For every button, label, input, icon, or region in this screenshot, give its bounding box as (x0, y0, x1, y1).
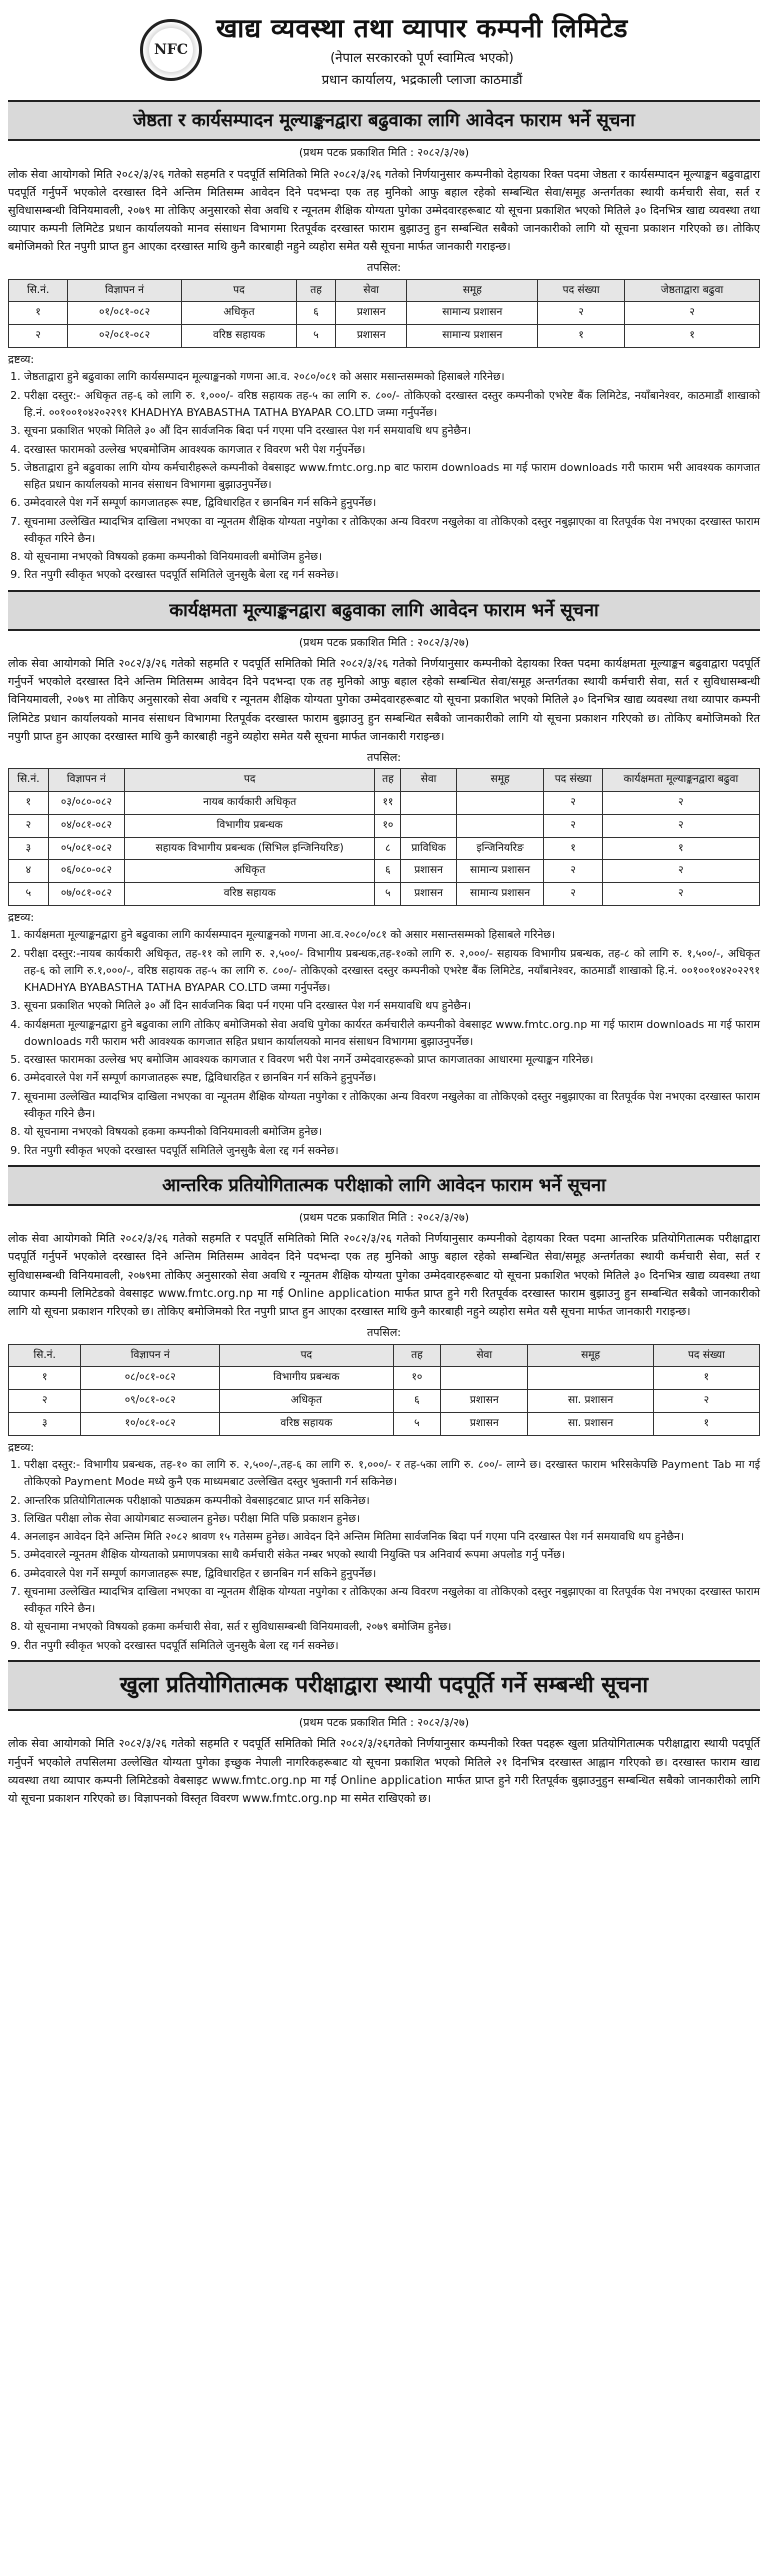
table-row (9, 1367, 760, 1390)
section1-notes-heading: द्रष्टव्य: (8, 352, 35, 366)
table-cell: २ (544, 883, 602, 906)
table-cell: सामान्य प्रशासन (407, 302, 538, 325)
note-item: 6. उम्मेदवारले पेश गर्ने सम्पूर्ण कागजातहरू स्पष्ट, द्विविधारहित र छानबिन गर्न सकिने हुनुपर्नेछ। (24, 494, 760, 511)
section1-title: जेष्ठता र कार्यसम्पादन मूल्याङ्कनद्वारा बढुवाका लागि आवेदन फाराम भर्ने सूचना (8, 100, 760, 141)
note-item: 6. उम्मेदवारले पेश गर्ने सम्पूर्ण कागजातहरू स्पष्ट, द्विविधारहित र छानबिन गर्न सकिने हुनुपर्नेछ। (24, 1069, 760, 1086)
table-cell: १ (9, 792, 49, 815)
table-row (9, 814, 760, 837)
table-cell: २ (9, 814, 49, 837)
table-cell: प्रशासन (441, 1412, 528, 1435)
note-item: 5. उम्मेदवारले न्यूनतम शैक्षिक योग्यताको प्रमाणपत्रका साथै कर्मचारी संकेत नम्बर भएको स्थायी नियुक्ति पत्र अनिवार्य रूपमा अपलोड गर्नु पर्नेछ। (24, 1546, 760, 1563)
table-row (9, 1390, 760, 1413)
table-row (9, 325, 760, 348)
note-item: 4. अनलाइन आवेदन दिने अन्तिम मिति २०८२ श्रावण १५ गतेसम्म हुनेछ। आवेदन दिने अन्तिम मितिमा सार्वजनिक बिदा पर्न गएमा पनि दरखास्त पेश गर्न समयावधि थप हुनेछैन। (24, 1528, 760, 1545)
note-item: 7. सूचनामा उल्लेखित म्यादभित्र दाखिला नभएका वा न्यूनतम शैक्षिक योग्यता नपुगेका र तोकिएका अन्य विवरण नखुलेका वा तोकिएको दस्तुर नबुझाएका वा रितपूर्वक पेश नभएका दरखास्त फाराम स्वीकृत गरिने छैन। (24, 513, 760, 548)
note-item: 8. यो सूचनामा नभएको विषयको हकमा कर्मचारी सेवा, सर्त र सुविधासम्बन्धी विनियमावली, २०७९ बमोजिम हुनेछ। (24, 1618, 760, 1635)
section1-table (8, 279, 760, 348)
col-header: पद (125, 769, 375, 792)
section1-pubdate: (प्रथम पटक प्रकाशित मिति : २०८२/३/२७) (298, 146, 470, 159)
note-item: 9. रीत नपुगी स्वीकृत भएको दरखास्त पदपूर्ति समितिले जुनसुकै बेला रद्द गर्न सक्नेछ। (24, 1637, 760, 1654)
table-row (9, 792, 760, 815)
section3-body: लोक सेवा आयोगको मिति २०८२/३/२६ गतेको सहमति र पदपूर्ति समितिको मिति २०८२/३/२६ गतेको निर्णयानुसार कम्पनीको देहायका रिक्त पदमा आन्तरिक प्रतियोगितात्मक परीक्षाद्वारा पदपूर्ति गर्नुपर्ने भएकोले दरखास्त दिने अन्तिम मितिसम्म आवेदन दिने पदभन्दा एक तह मुनिको आफु बहाल रहेको सम्बन्धित सेवा/समूह अन्तर्गतका स्थायी कर्मचारी सेवा, सर्त र सुविधासम्बन्धी विनियमावली, २०७९मा तोकिए अनुसारको सेवा अवधि र न्यूनतम शैक्षिक योग्यता पुगेका उम्मेदवारहरूबाट यो सूचना प्रकाशित भएको मितिले ३० दिनभित्र खाद्य व्यवस्था तथा व्यापार कम्पनी लिमिटेडको वेबसाइट www.fmtc.org.np मा गई Online application मार्फत प्राप्त हुने गरी रितपूर्वक दरखास्त फाराम बुझाउनु हुन सम्बन्धित सबैको जानकारीको लागि यो सूचना प्रकाशन गरिएको छ। तोकिए बमोजिमको रित नपुगी प्राप्त हुन आएका दरखास्त माथि कुनै कारबाही नहुने व्यहोरा समेत यसै सूचना मार्फत जानकारी गराइन्छ। (8, 1232, 760, 1318)
letterhead-text (216, 10, 628, 90)
note-item: 1. कार्यक्षमता मूल्याङ्कनद्वारा हुने बढुवाका लागि कार्यसम्पादन मूल्याङ्कनको गणना आ.व.२०८०/०८१ को असार मसान्तसम्मको हिसाबले गरिनेछ। (24, 926, 760, 943)
table-cell: ५ (375, 883, 401, 906)
table-cell: २ (538, 302, 625, 325)
table-cell: अधिकृत (125, 860, 375, 883)
table-cell: १ (653, 1412, 759, 1435)
note-item: 4. कार्यक्षमता मूल्याङ्कनद्वारा हुने बढुवाका लागि तोकिए बमोजिमको सेवा अवधि पुगेका कार्यरत कर्मचारीले कम्पनीको वेबसाइट www.fmtc.org.np मा गई फाराम downloads मा गई फाराम downloads गरी फाराम भरी आवश्यक कागजात सहित प्रधान कार्यालयको मानव संसाधन विभागमा बुझाउनुपर्नेछ। (24, 1016, 760, 1051)
section1-body: लोक सेवा आयोगको मिति २०८२/३/२६ गतेको सहमति र पदपूर्ति समितिको मिति २०८२/३/२६ गतेको निर्णयानुसार कम्पनीको देहायका रिक्त पदमा जेष्ठता र कार्यसम्पादन मूल्याङ्कन बढुवाद्वारा पदपूर्ति गर्नुपर्ने भएकोले दरखास्त दिने अन्तिम मितिसम्म आवेदन दिने पदभन्दा एक तह मुनिको आफु बहाल रहेको सम्बन्धित सेवा/समूह अन्तर्गतका स्थायी कर्मचारी सेवा, सर्त र सुविधासम्बन्धी विनियमावली, २०७९ मा तोकिए अनुसारको सेवा अवधि र न्यूनतम शैक्षिक योग्यता पुगेका उम्मेदवारहरूबाट यो सूचना प्रकाशित भएको मितिले ३० दिनभित्र खाद्य व्यवस्था तथा व्यापार कम्पनी लिमिटेड प्रधान कार्यालयको मानव संसाधन विभागमा रितपूर्वक दरखास्त फाराम बुझाउनु हुन सम्बन्धित सबैको जानकारीको लागि यो सूचना प्रकाशन गरिएको छ। तोकिए बमोजिमको रित नपुगी प्राप्त हुन आएका दरखास्त माथि कुनै कारबाही नहुने व्यहोरा समेत यसै सूचना मार्फत जानकारी गराइन्छ। (8, 167, 760, 254)
table-cell: सामान्य प्रशासन (407, 325, 538, 348)
company-name: खाद्य व्यवस्था तथा व्यापार कम्पनी लिमिटेड (216, 14, 628, 44)
section1-table-caption: तपसिल: (367, 261, 401, 275)
table-cell: ३ (9, 837, 49, 860)
section1-notes (8, 368, 760, 583)
section2-table-caption: तपसिल: (367, 750, 401, 764)
section3-table-caption: तपसिल: (367, 1326, 401, 1339)
col-header: पद (220, 1344, 394, 1367)
note-item: 1. परीक्षा दस्तुर:- विभागीय प्रबन्धक, तह-१० का लागि रु. २,५००/-,तह-६ का लागि रु. १,०००/- र तह-५का लागि रु. ८००/- लाग्ने छ। दरखास्त फाराम भरिसकेपछि Payment Tab मा गई तोकिएको Payment Mode मध्ये कुनै एक माध्यमबाट उल्लेखित दस्तुर भुक्तानी गर्न सकिनेछ। (24, 1456, 760, 1491)
table-cell: ५ (297, 325, 336, 348)
col-header: कार्यक्षमता मूल्याङ्कनद्वारा बढुवा (602, 769, 759, 792)
table-row (9, 302, 760, 325)
table-cell: ५ (9, 883, 49, 906)
note-item: 9. रित नपुगी स्वीकृत भएको दरखास्त पदपूर्ति समितिले जुनसुकै बेला रद्द गर्न सक्नेछ। (24, 566, 760, 583)
note-item: 2. आन्तरिक प्रतियोगितात्मक परीक्षाको पाठ्यक्रम कम्पनीको वेबसाइटबाट प्राप्त गर्न सकिनेछ। (24, 1492, 760, 1509)
table-cell: सहायक विभागीय प्रबन्धक (सिभिल इन्जिनियरिङ) (125, 837, 375, 860)
table-cell: ०४/०८१-०८२ (48, 814, 124, 837)
table-cell: ०६/०८०-०८२ (48, 860, 124, 883)
table-cell: १ (602, 837, 759, 860)
col-header: सि.नं. (9, 769, 49, 792)
col-header: समूह (456, 769, 544, 792)
section4-pubdate: (प्रथम पटक प्रकाशित मिति : २०८२/३/२७) (298, 1715, 470, 1729)
table-cell (401, 814, 456, 837)
section2-table (8, 768, 760, 906)
table-cell: १ (538, 325, 625, 348)
table-cell: ६ (375, 860, 401, 883)
col-header: जेष्ठताद्वारा बढुवा (625, 279, 760, 302)
col-header: सेवा (335, 279, 406, 302)
note-item: 5. दरखास्त फारामका उल्लेख भए बमोजिम आवश्यक कागजात र विवरण भरी पेश नगर्ने उम्मेदवारहरूको प्राप्त कागजातका आधारमा मूल्याङ्कन गरिनेछ। (24, 1051, 760, 1068)
table-row (9, 883, 760, 906)
col-header: विज्ञापन नं (48, 769, 124, 792)
table-cell: प्रशासन (335, 325, 406, 348)
table-cell: सामान्य प्रशासन (456, 860, 544, 883)
office-address: प्रधान कार्यालय, भद्रकाली प्लाजा काठमाडौं (321, 72, 523, 88)
table-cell: १०/०८१-०८२ (81, 1412, 220, 1435)
letterhead (8, 4, 760, 94)
col-header: पद संख्या (653, 1344, 759, 1367)
table-row (9, 837, 760, 860)
note-item: 8. यो सूचनामा नभएको विषयको हकमा कम्पनीको विनियमावली बमोजिम हुनेछ। (24, 548, 760, 565)
note-item: 2. परीक्षा दस्तुर:- अधिकृत तह-६ को लागि रु. १,०००/- वरिष्ठ सहायक तह-५ का लागि रु. ८००/- तोकिएको दरखास्त दस्तुर कम्पनीको एभरेष्ट बैंक लिमिटेड, नयाँबानेश्वर, काठमाडौं शाखाको हि.नं. ००१००१०४२०२२९१ KHADHYA BYABASTHA TATHA BYAPAR CO.LTD जम्मा गर्नुपर्नेछ। (24, 387, 760, 422)
section2-pubdate: (प्रथम पटक प्रकाशित मिति : २०८२/३/२७) (298, 635, 470, 649)
table-cell: इन्जिनियरिङ (456, 837, 544, 860)
col-header: तह (297, 279, 336, 302)
table-cell: २ (602, 792, 759, 815)
note-item: 7. सूचनामा उल्लेखित म्यादभित्र दाखिला नभएका वा न्यूनतम शैक्षिक योग्यता नपुगेका र तोकिएका अन्य विवरण नखुलेका वा तोकिएको दस्तुर नबुझाएका वा रितपूर्वक पेश नभएका दरखास्त फाराम स्वीकृत गरिने छैन। (24, 1583, 760, 1618)
section3-table (8, 1344, 760, 1436)
table-cell: १ (653, 1367, 759, 1390)
section2-title: कार्यक्षमता मूल्याङ्कनद्वारा बढुवाका लागि आवेदन फाराम भर्ने सूचना (8, 590, 760, 631)
table-cell: प्रशासन (335, 302, 406, 325)
table-cell: १ (9, 302, 68, 325)
table-cell: सा. प्रशासन (528, 1412, 653, 1435)
note-item: 2. परीक्षा दस्तुर:-नायब कार्यकारी अधिकृत, तह-११ को लागि रु. २,५००/- विभागीय प्रबन्धक,तह-१०को लागि रु. २,०००/- सहायक विभागीय प्रबन्धक, तह-८ को लागि रु. १,५००/-, अधिकृत तह-६ को लागि रु.१,०००/-, वरिष्ठ सहायक तह-५ का लागि रु. ८००/- तोकिएको दरखास्त दस्तुर कम्पनीको एभरेष्ट बैंक लिमिटेड, नयाँबानेश्वर, काठमाडौं शाखाको हि.नं. ००१००१०४२०२२९१ KHADHYA BYABASTHA TATHA BYAPAR CO.LTD जम्मा गर्नुपर्नेछ। (24, 945, 760, 997)
table-row (9, 860, 760, 883)
col-header: विज्ञापन नं (81, 1344, 220, 1367)
table-cell: १ (544, 837, 602, 860)
table-cell: प्राविधिक (401, 837, 456, 860)
table-cell: ०९/०८१-०८२ (81, 1390, 220, 1413)
section2-body: लोक सेवा आयोगको मिति २०८२/३/२६ गतेको सहमति र पदपूर्ति समितिको मिति २०८२/३/२६ गतेको निर्णयानुसार कम्पनीको देहायका रिक्त पदमा कार्यक्षमता मूल्याङ्कन बढुवाद्वारा पदपूर्ति गर्नुपर्ने भएकोले दरखास्त दिने अन्तिम मितिसम्म आवेदन दिने पदभन्दा एक तह मुनिको आफु बहाल रहेको सम्बन्धित सेवा/समूह अन्तर्गतका स्थायी कर्मचारी सेवा, सर्त र सुविधासम्बन्धी विनियमावली, २०७९ मा तोकिए अनुसारको सेवा अवधि र न्यूनतम शैक्षिक योग्यता पुगेका उम्मेदवारहरूबाट यो सूचना प्रकाशित भएको मितिले ३० दिनभित्र खाद्य व्यवस्था तथा व्यापार कम्पनी लिमिटेड प्रधान कार्यालयको मानव संसाधन विभागमा रितपूर्वक दरखास्त फाराम बुझाउनु हुन सम्बन्धित सबैको जानकारीको लागि यो सूचना प्रकाशन गरिएको छ। तोकिए बमोजिमको रित नपुगी प्राप्त हुन आएका दरखास्त माथि कुनै कारबाही नहुने व्यहोरा समेत यसै सूचना मार्फत जानकारी गराइन्छ। (8, 657, 760, 743)
table-cell: विभागीय प्रबन्धक (125, 814, 375, 837)
table-cell: १० (375, 814, 401, 837)
table-cell: ६ (393, 1390, 441, 1413)
table-cell: २ (9, 1390, 81, 1413)
section2-notes (8, 926, 760, 1158)
table-cell: अधिकृत (181, 302, 296, 325)
table-cell (528, 1367, 653, 1390)
table-header-row (9, 1344, 760, 1367)
table-cell: प्रशासन (441, 1390, 528, 1413)
col-header: सेवा (401, 769, 456, 792)
table-row (9, 1412, 760, 1435)
note-item: 3. सूचना प्रकाशित भएको मितिले ३० औं दिन सार्वजनिक बिदा पर्न गएमा पनि दरखास्त पेश गर्न समयावधि थप हुनेछैन। (24, 997, 760, 1014)
section4-body: लोक सेवा आयोगको मिति २०८२/३/२६ गतेको सहमति र पदपूर्ति समितिको मिति २०८२/३/२६गतेको निर्णयानुसार कम्पनीको रिक्त पदहरू खुला प्रतियोगितात्मक परीक्षाद्वारा स्थायी पदपूर्ति गर्नुपर्ने भएकोले तपसिलमा उल्लेखित योग्यता पुगेका इच्छुक नेपाली नागरिकहरूबाट यो सूचना प्रकाशित भएको मितिले २१ दिनभित्र दरखास्त आह्वान गरिएको छ। दरखास्त फाराम खाद्य व्यवस्था तथा व्यापार कम्पनी लिमिटेडको वेबसाइट www.fmtc.org.np मा गई Online application मार्फत प्राप्त हुने गरी रितपूर्वक बुझाउनुहुन सम्बन्धित सबैको जानकारीको लागि यो सूचना प्रकाशन गरिएको छ। विज्ञापनको विस्तृत विवरण www.fmtc.org.np मा समेत राखिएको छ। (8, 1737, 760, 1805)
table-cell (456, 792, 544, 815)
col-header: सि.नं. (9, 1344, 81, 1367)
section2-notes-heading: द्रष्टव्य: (8, 910, 35, 924)
col-header: पद संख्या (544, 769, 602, 792)
section3-pubdate: (प्रथम पटक प्रकाशित मिति : २०८२/३/२७) (298, 1210, 470, 1224)
table-cell: १० (393, 1367, 441, 1390)
note-item: 3. लिखित परीक्षा लोक सेवा आयोगबाट सञ्चालन हुनेछ। परीक्षा मिति पछि प्रकाशन हुनेछ। (24, 1510, 760, 1527)
section3-notes (8, 1456, 760, 1654)
table-cell: ०५/०८१-०८२ (48, 837, 124, 860)
table-cell: ३ (9, 1412, 81, 1435)
table-cell (456, 814, 544, 837)
col-header: पद संख्या (538, 279, 625, 302)
table-cell (441, 1367, 528, 1390)
table-cell: सामान्य प्रशासन (456, 883, 544, 906)
table-cell: ०७/०८१-०८२ (48, 883, 124, 906)
table-header-row (9, 279, 760, 302)
section4-title: खुला प्रतियोगितात्मक परीक्षाद्वारा स्थायी पदपूर्ति गर्ने सम्बन्धी सूचना (8, 1660, 760, 1711)
col-header: तह (375, 769, 401, 792)
note-item: 4. दरखास्त फारामको उल्लेख भएबमोजिम आवश्यक कागजात र विवरण भरी पेश गर्नुपर्नेछ। (24, 441, 760, 458)
section3-notes-heading: द्रष्टव्य: (8, 1440, 35, 1454)
table-cell: ६ (297, 302, 336, 325)
note-item: 8. यो सूचनामा नभएको विषयको हकमा कम्पनीको विनियमावली बमोजिम हुनेछ। (24, 1123, 760, 1140)
note-item: 9. रित नपुगी स्वीकृत भएको दरखास्त पदपूर्ति समितिले जुनसुकै बेला रद्द गर्न सक्नेछ। (24, 1142, 760, 1159)
table-cell: प्रशासन (401, 860, 456, 883)
table-cell: प्रशासन (401, 883, 456, 906)
table-cell: २ (653, 1390, 759, 1413)
table-cell: ११ (375, 792, 401, 815)
col-header: तह (393, 1344, 441, 1367)
note-item: 6. उम्मेदवारले पेश गर्ने सम्पूर्ण कागजातहरू स्पष्ट, द्विविधारहित र छानबिन गर्न सकिने हुनुपर्नेछ। (24, 1565, 760, 1582)
col-header: समूह (528, 1344, 653, 1367)
note-item: 1. जेष्ठताद्वारा हुने बढुवाका लागि कार्यसम्पादन मूल्याङ्कनको गणना आ.व. २०८०/०८१ को असार मसान्तसम्मको हिसाबले गरिनेछ। (24, 368, 760, 385)
table-cell: ०१/०८१-०८२ (68, 302, 182, 325)
note-item: 7. सूचनामा उल्लेखित म्यादभित्र दाखिला नभएका वा न्यूनतम शैक्षिक योग्यता नपुगेका र तोकिएका अन्य विवरण नखुलेका वा तोकिएको दस्तुर नबुझाएका वा रितपूर्वक पेश नभएका दरखास्त फाराम स्वीकृत गरिने छैन। (24, 1088, 760, 1123)
table-cell: ८ (375, 837, 401, 860)
section3-title: आन्तरिक प्रतियोगितात्मक परीक्षाको लागि आवेदन फाराम भर्ने सूचना (8, 1165, 760, 1206)
table-cell: २ (544, 814, 602, 837)
table-cell: २ (544, 792, 602, 815)
note-item: 3. सूचना प्रकाशित भएको मितिले ३० औं दिन सार्वजनिक बिदा पर्न गएमा पनि दरखास्त पेश गर्न समयावधि थप हुनेछैन। (24, 422, 760, 439)
table-cell: २ (544, 860, 602, 883)
col-header: सेवा (441, 1344, 528, 1367)
table-cell: सा. प्रशासन (528, 1390, 653, 1413)
col-header: सि.नं. (9, 279, 68, 302)
table-cell: ०३/०८०-०८२ (48, 792, 124, 815)
table-cell: अधिकृत (220, 1390, 394, 1413)
col-header: पद (181, 279, 296, 302)
table-cell: नायब कार्यकारी अधिकृत (125, 792, 375, 815)
note-item: 5. जेष्ठताद्वारा हुने बढुवाका लागि योग्य कर्मचारीहरूले कम्पनीको वेबसाइट www.fmtc.org.np बाट फाराम downloads मा गई फाराम downloads गरी फाराम भरी आवश्यक कागजात सहित प्रधान कार्यालयको मानव संसाधन विभागमा बुझाउनुपर्नेछ। (24, 459, 760, 494)
table-cell: २ (602, 883, 759, 906)
table-cell: वरिष्ठ सहायक (181, 325, 296, 348)
table-cell: ४ (9, 860, 49, 883)
table-cell: १ (625, 325, 760, 348)
table-cell: १ (9, 1367, 81, 1390)
table-cell: २ (625, 302, 760, 325)
table-cell (401, 792, 456, 815)
table-cell: २ (602, 860, 759, 883)
company-subtitle: (नेपाल सरकारको पूर्ण स्वामित्व भएको) (330, 51, 514, 66)
table-cell: वरिष्ठ सहायक (220, 1412, 394, 1435)
col-header: विज्ञापन नं (68, 279, 182, 302)
table-cell: वरिष्ठ सहायक (125, 883, 375, 906)
table-cell: ०८/०८१-०८२ (81, 1367, 220, 1390)
table-cell: २ (9, 325, 68, 348)
col-header: समूह (407, 279, 538, 302)
table-cell: २ (602, 814, 759, 837)
table-cell: विभागीय प्रबन्धक (220, 1367, 394, 1390)
table-cell: ०२/०८१-०८२ (68, 325, 182, 348)
table-header-row (9, 769, 760, 792)
table-cell: ५ (393, 1412, 441, 1435)
company-logo: NFC (140, 19, 202, 81)
